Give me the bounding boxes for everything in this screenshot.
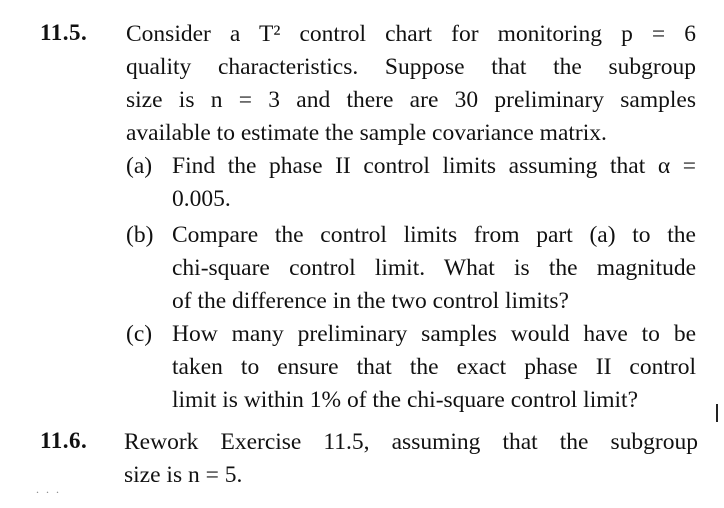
part-b-line-1: Compare the control limits from part (a) to the	[172, 222, 696, 248]
exercise-11-5-line-3: size is n = 3 and there are 30 preliminary samples	[126, 87, 696, 113]
exercise-11-6-number: 11.6.	[40, 428, 88, 453]
exercise-11-6-line-2: size is n = 5.	[124, 462, 243, 488]
scan-edge-mark	[716, 404, 718, 422]
part-a-line-1: Find the phase II control limits assuming that α =	[172, 153, 696, 179]
part-a-line-2: 0.005.	[172, 186, 231, 212]
scan-dots-mark: . . .	[36, 482, 61, 496]
exercise-11-5-line-2: quality characteristics. Suppose that the subgroup	[126, 54, 696, 80]
part-b-line-3: of the difference in the two control limits?	[172, 288, 569, 314]
exercise-11-5-line-1: Consider a T² control chart for monitoring p = 6	[126, 21, 696, 47]
part-a-label: (a)	[126, 153, 153, 179]
part-c-line-2: taken to ensure that the exact phase II control	[172, 354, 696, 380]
part-b-line-2: chi-square control limit. What is the magnitude	[172, 255, 696, 281]
part-c-line-3: limit is within 1% of the chi-square control limit?	[172, 387, 638, 413]
part-b-label: (b)	[126, 222, 154, 248]
exercise-11-5-number: 11.5.	[40, 20, 88, 45]
part-c-label: (c)	[126, 321, 153, 347]
exercise-11-5-line-4: available to estimate the sample covariance matrix.	[126, 120, 607, 146]
part-c-line-1: How many preliminary samples would have to be	[172, 321, 696, 347]
exercise-11-6-line-1: Rework Exercise 11.5, assuming that the subgroup	[124, 429, 698, 455]
